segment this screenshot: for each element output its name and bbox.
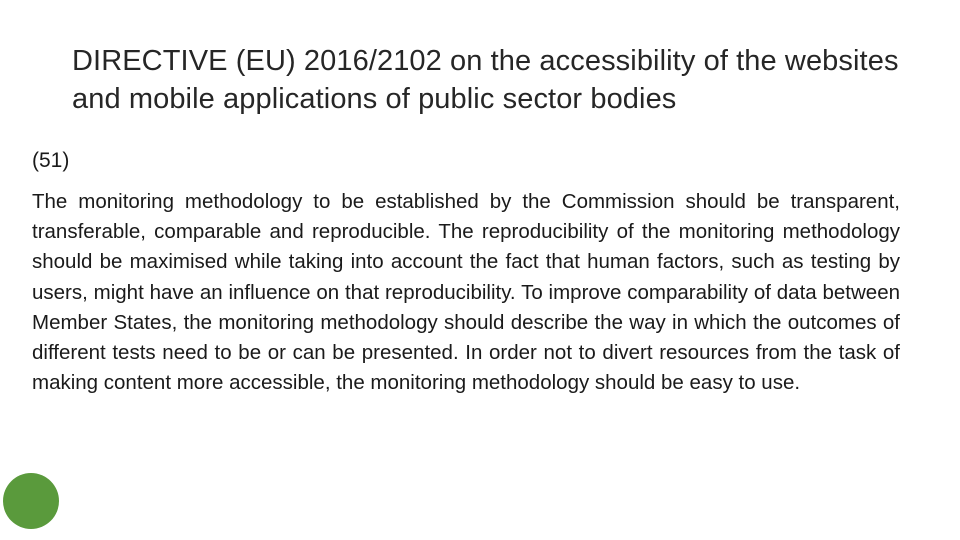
- slide-title: DIRECTIVE (EU) 2016/2102 on the accessibility of the websites and mobile applications of public sector bodies: [72, 45, 899, 115]
- decorative-circle: [3, 473, 59, 529]
- article-number: (51): [32, 149, 70, 172]
- article-body: The monitoring methodology to be established by the Commission should be transparent, transferable, comparable and reproducible. The reproducibility of the monitoring methodology should be maximised while taking into account the fact that human factors, such as testing by users, might have an influence on that reproducibility. To improve comparability of data between Member States, the monitoring methodology should describe the way in which the outcomes of different tests need to be or can be presented. In order not to divert resources from the task of making content more accessible, the monitoring methodology should be easy to use.: [32, 190, 900, 395]
